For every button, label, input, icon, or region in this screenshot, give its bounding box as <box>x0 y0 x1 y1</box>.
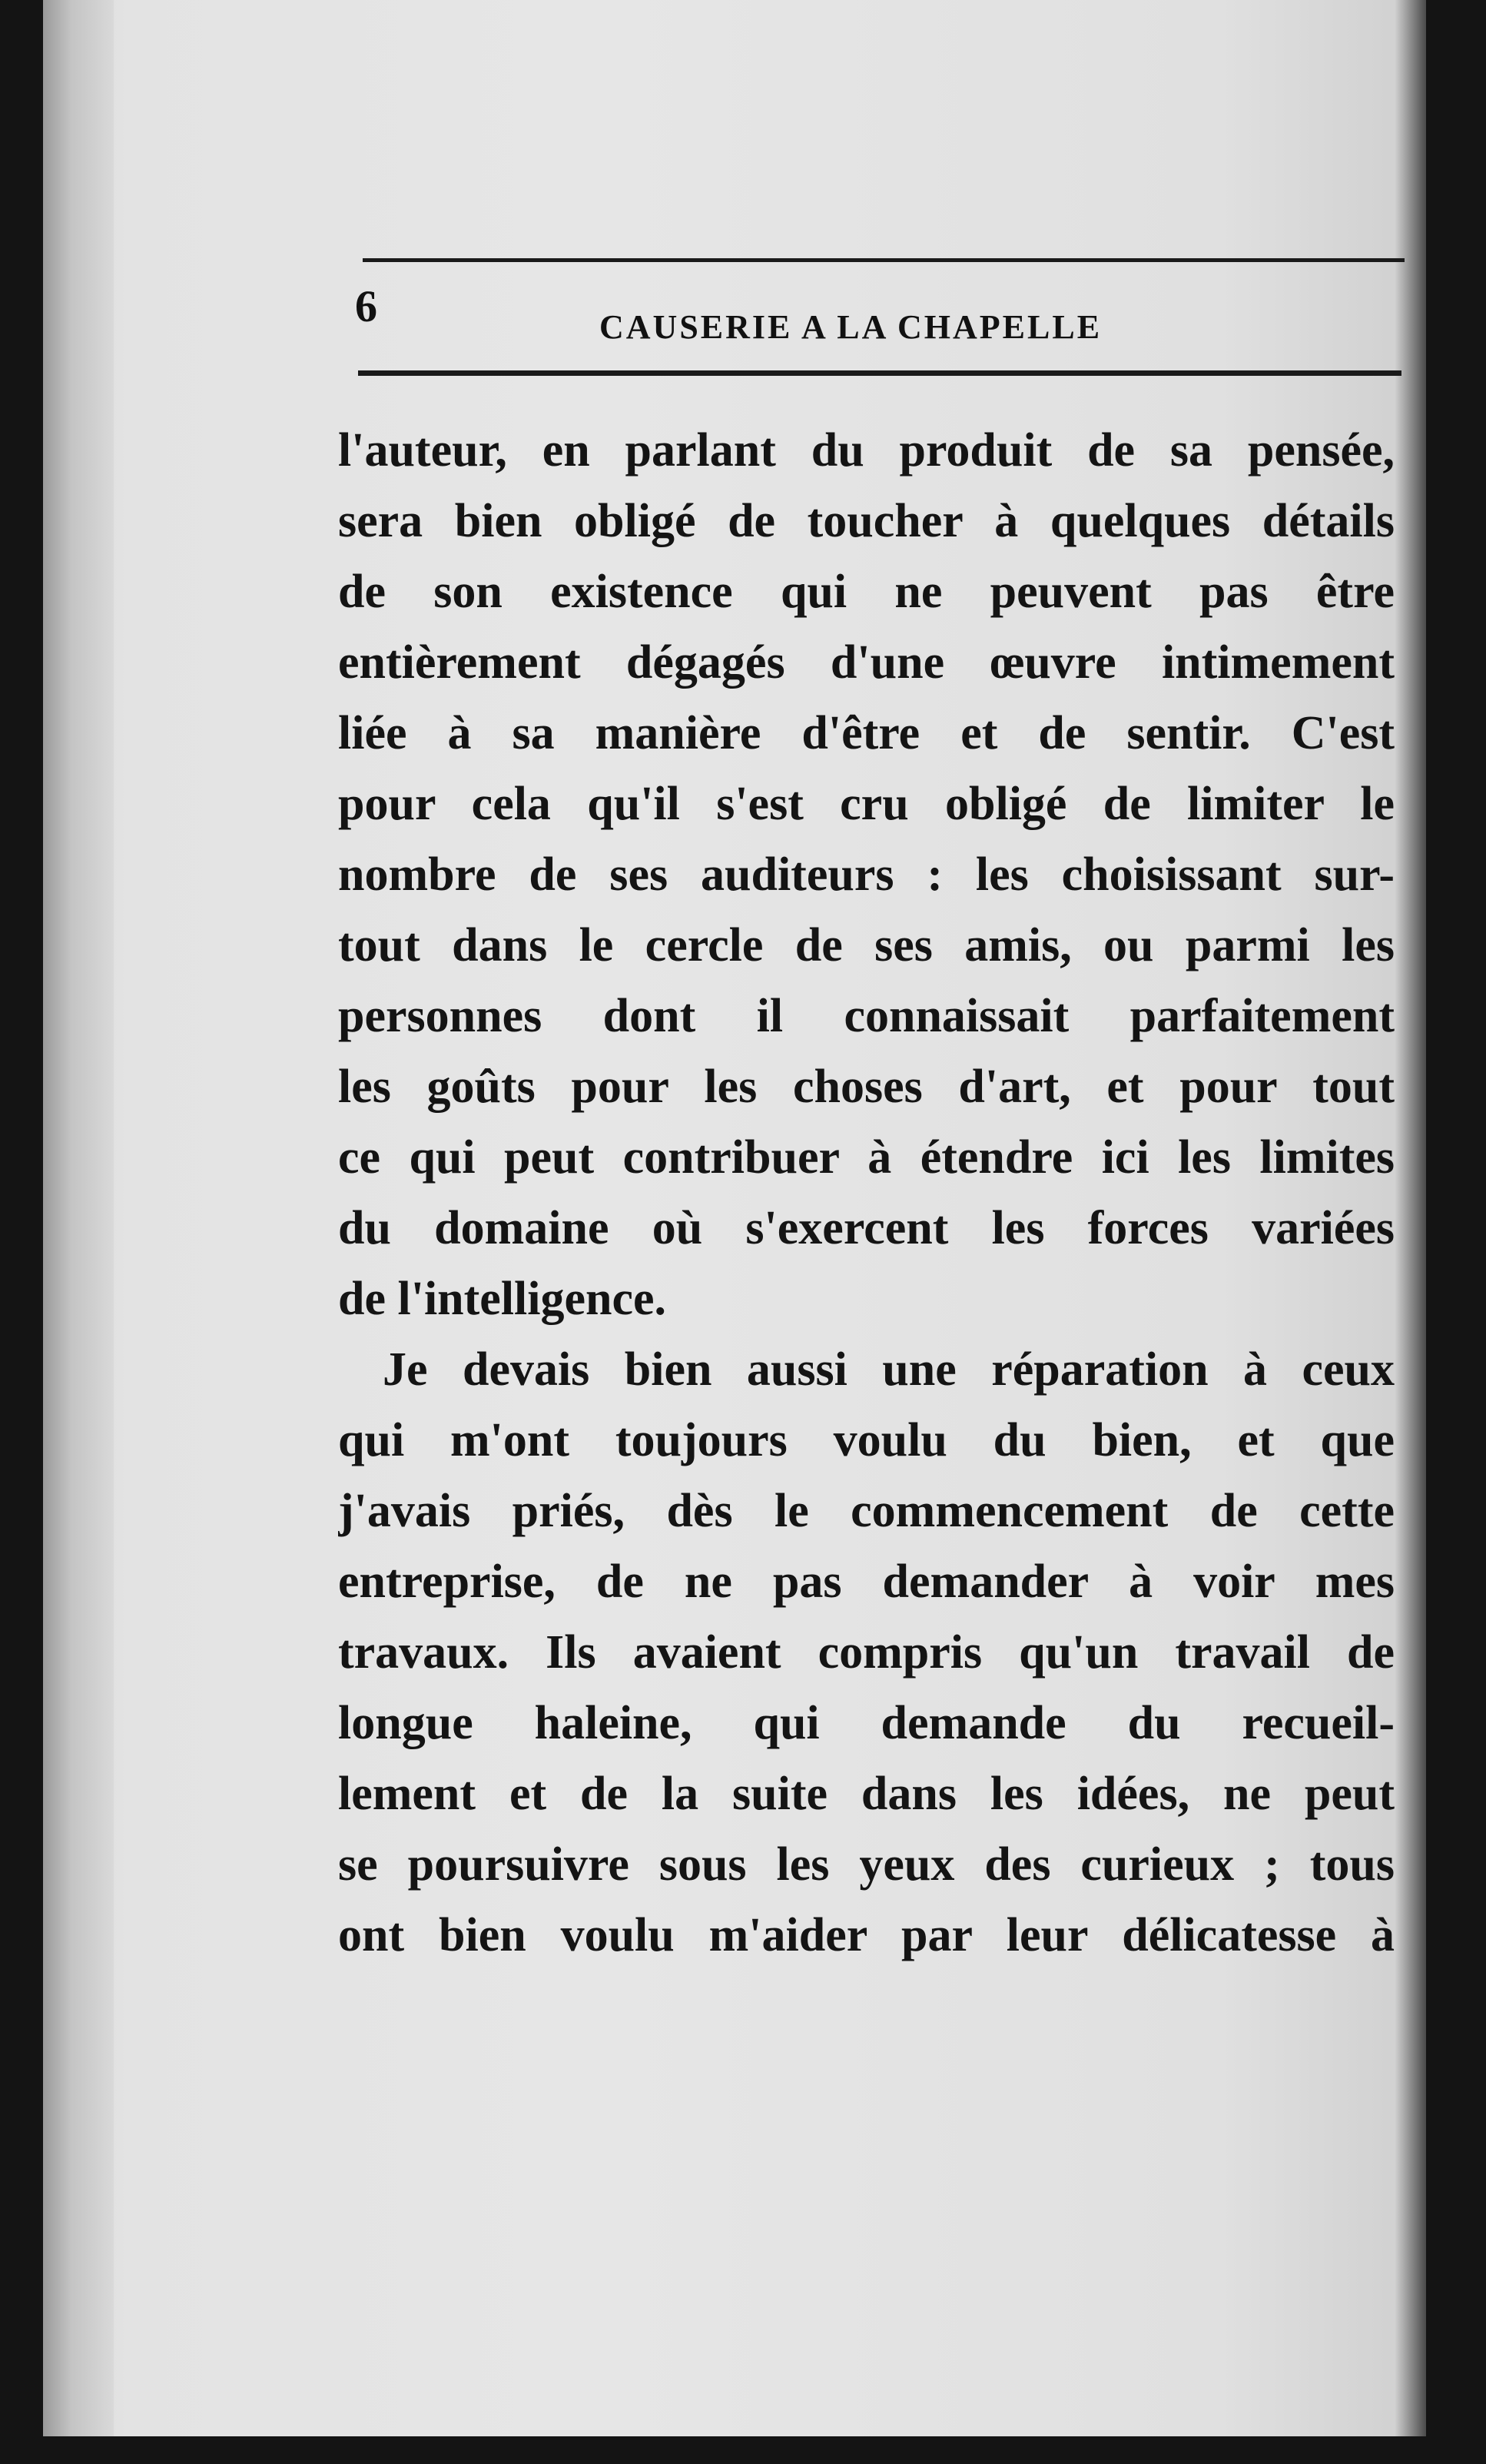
text-line: entièrement dégagés d'une œuvre intimement <box>338 636 1395 689</box>
running-title: CAUSERIE A LA CHAPELLE <box>599 308 1103 346</box>
paragraph-2 <box>338 1334 1395 1971</box>
header-top-rule <box>363 258 1405 262</box>
header-bottom-rule <box>358 370 1401 376</box>
text-line: sera bien obligé de toucher à quelques détails <box>338 495 1395 547</box>
text-line: j'avais priés, dès le commencement de cette <box>338 1485 1395 1537</box>
text-line: Je devais bien aussi une réparation à ceux <box>383 1343 1395 1396</box>
text-line: pour cela qu'il s'est cru obligé de limiter le <box>338 778 1395 830</box>
paragraph-1 <box>338 415 1395 1334</box>
text-line: liée à sa manière d'être et de sentir. C'est <box>338 707 1395 759</box>
page-left-edge <box>43 0 114 2436</box>
text-line: de son existence qui ne peuvent pas être <box>338 566 1395 618</box>
text-line: du domaine où s'exercent les forces variées <box>338 1202 1395 1254</box>
text-line: qui m'ont toujours voulu du bien, et que <box>338 1414 1395 1466</box>
text-line: ce qui peut contribuer à étendre ici les limites <box>338 1131 1395 1184</box>
text-line: nombre de ses auditeurs : les choisissant sur- <box>338 848 1395 901</box>
body-text <box>338 415 1395 1971</box>
text-line: les goûts pour les choses d'art, et pour tout <box>338 1061 1395 1113</box>
text-line: travaux. Ils avaient compris qu'un travail de <box>338 1626 1395 1679</box>
text-line: tout dans le cercle de ses amis, ou parmi les <box>338 919 1395 971</box>
page-number: 6 <box>355 281 377 331</box>
text-line: ont bien voulu m'aider par leur délicatesse à <box>338 1909 1395 1961</box>
text-line: personnes dont il connaissait parfaitement <box>338 990 1395 1042</box>
page-right-edge <box>1395 0 1426 2436</box>
text-line: longue haleine, qui demande du recueil- <box>338 1697 1395 1749</box>
text-line: de l'intelligence. <box>338 1273 667 1325</box>
text-line: se poursuivre sous les yeux des curieux ; tous <box>338 1838 1395 1891</box>
text-line: lement et de la suite dans les idées, ne peut <box>338 1768 1395 1820</box>
text-line: entreprise, de ne pas demander à voir mes <box>338 1556 1395 1608</box>
text-line: l'auteur, en parlant du produit de sa pensée, <box>338 424 1395 477</box>
